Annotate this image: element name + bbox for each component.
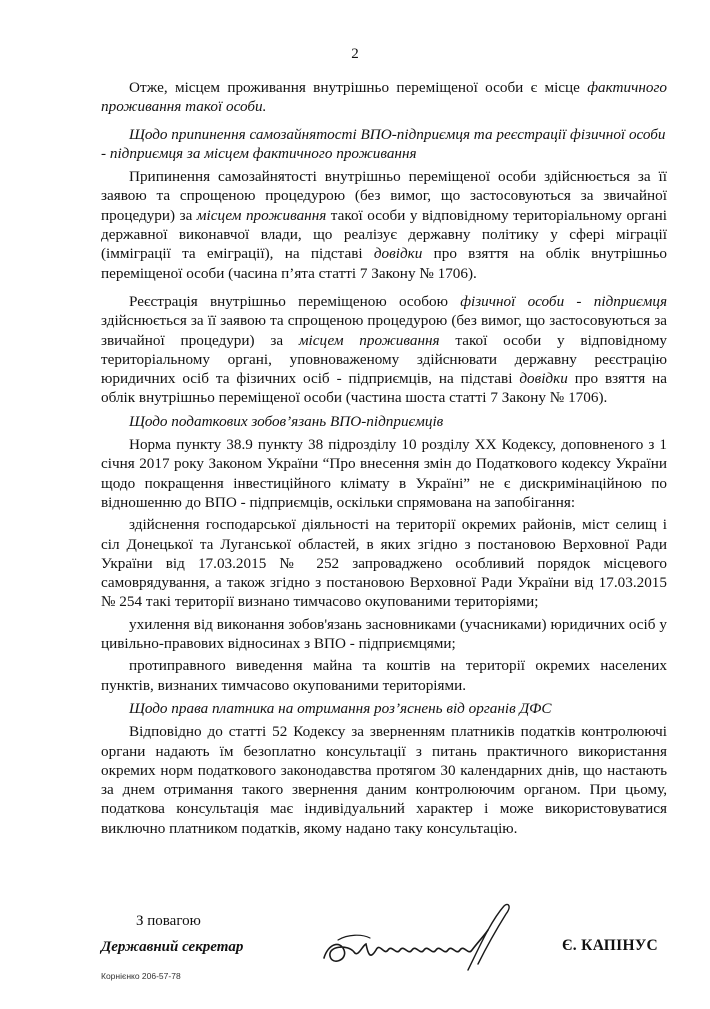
letter-body bbox=[101, 78, 667, 838]
executor-contact: Корнієнко 206-57-78 bbox=[101, 971, 181, 981]
text-run: Припинення самозайнятості внутрішньо переміщеної особи здійснюється за її заявою та спрощеною процедурою (без вимог, що застосовуються за звичайної процедури) за bbox=[101, 168, 667, 224]
paragraph-consultations: Відповідно до статті 52 Кодексу за зверненням платників податків контролюючі органи надають їм безоплатно консультації з питань практичного використання окремих норм податкового законодавства протягом 30 календарних днів, що настають за днем отримання такого звернення даним контролюючим органом. При цьому, податкова консультація має індивідуальний характер і може використовуватися виключно платником податків, якому надано таку консультацію. bbox=[101, 723, 667, 837]
heading-self-employment-termination: Щодо припинення самозайнятості ВПО-підприємця та реєстрації фізичної особи - підприємця за місцем фактичного проживання bbox=[101, 125, 666, 162]
signature-icon bbox=[318, 900, 528, 980]
heading-tax-obligations: Щодо податкових зобов’язань ВПО-підприємців bbox=[129, 412, 444, 430]
page-number: 2 bbox=[351, 46, 359, 62]
emphasis: місцем проживання bbox=[196, 206, 327, 224]
emphasis: довідки bbox=[519, 370, 568, 388]
list-item: здійснення господарської діяльності на території окремих районів, міст селищ і сіл Донецької та Луганської областей, в яких згідно з постановою Верховної Ради України від 17.03.2015 № 252 запроваджено особливий порядок місцевого самоврядування, а також згідно з постановою Верховної Ради України від 17.03.2015 № 254 такі території визнано тимчасово окупованими територіями; bbox=[101, 516, 667, 611]
text-run: здійснюється за її заявою та спрощеною процедурою (без вимог, що застосовуються за звичайної процедури) за bbox=[101, 312, 667, 349]
signer-name: Є. КАПІНУС bbox=[562, 937, 659, 954]
text-run: такої особи у відповідному територіальному органі державної виконавчої влади, що реалізує державну політику у сфері міграції (імміграції та еміграції), на підставі bbox=[101, 206, 667, 263]
text-run: про взяття на облік внутрішньо переміщеної особи (частина шоста статті 7 Закону № 1706). bbox=[101, 370, 667, 407]
paragraph-tax-norm: Норма пункту 38.9 пункту 38 підрозділу 10 розділу XX Кодексу, доповненого з 1 січня 2017 року Законом України “Про внесення змін до Податкового кодексу України щодо покращення інвестиційного клімату в Україні” не є дискримінаційною по відношенню до ВПО - підприємців, оскільки спрямована на запобігання: bbox=[101, 436, 667, 511]
paragraph-termination bbox=[101, 167, 667, 283]
list-item: ухилення від виконання зобов'язань засновниками (учасниками) юридичних осіб у цивільно-правових відносинах з ВПО - підприємцями; bbox=[101, 615, 667, 653]
text-run: Реєстрація внутрішньо переміщеною особою bbox=[129, 292, 461, 310]
signer-position: Державний секретар bbox=[101, 939, 244, 955]
emphasis: фізичної особи - підприємця bbox=[460, 292, 668, 310]
text-run: Отже, місцем проживання внутрішньо переміщеної особи є місце bbox=[129, 79, 588, 96]
heading-consultations: Щодо права платника на отримання роз’яснень від органів ДФС bbox=[129, 699, 552, 717]
emphasis: фактичного проживання такої особи. bbox=[101, 79, 667, 116]
text-run: такої особи у відповідному територіальному органі, уповноваженому здійснювати державну реєстрацію юридичних осіб та фізичних осіб - підприємців, на підставі bbox=[101, 331, 667, 388]
closing-regards: З повагою bbox=[136, 913, 201, 929]
paragraph-residence-conclusion bbox=[101, 78, 667, 117]
emphasis: місцем проживання bbox=[298, 331, 440, 349]
list-item: протиправного виведення майна та коштів на території окремих населених пунктів, визнаних тимчасово окупованими територіями. bbox=[101, 657, 667, 694]
emphasis: довідки bbox=[373, 245, 423, 263]
paragraph-registration bbox=[101, 292, 667, 408]
text-run: про взяття на облік внутрішньо переміщеної особи (часина п’ята статті 7 Закону № 1706). bbox=[101, 245, 668, 282]
